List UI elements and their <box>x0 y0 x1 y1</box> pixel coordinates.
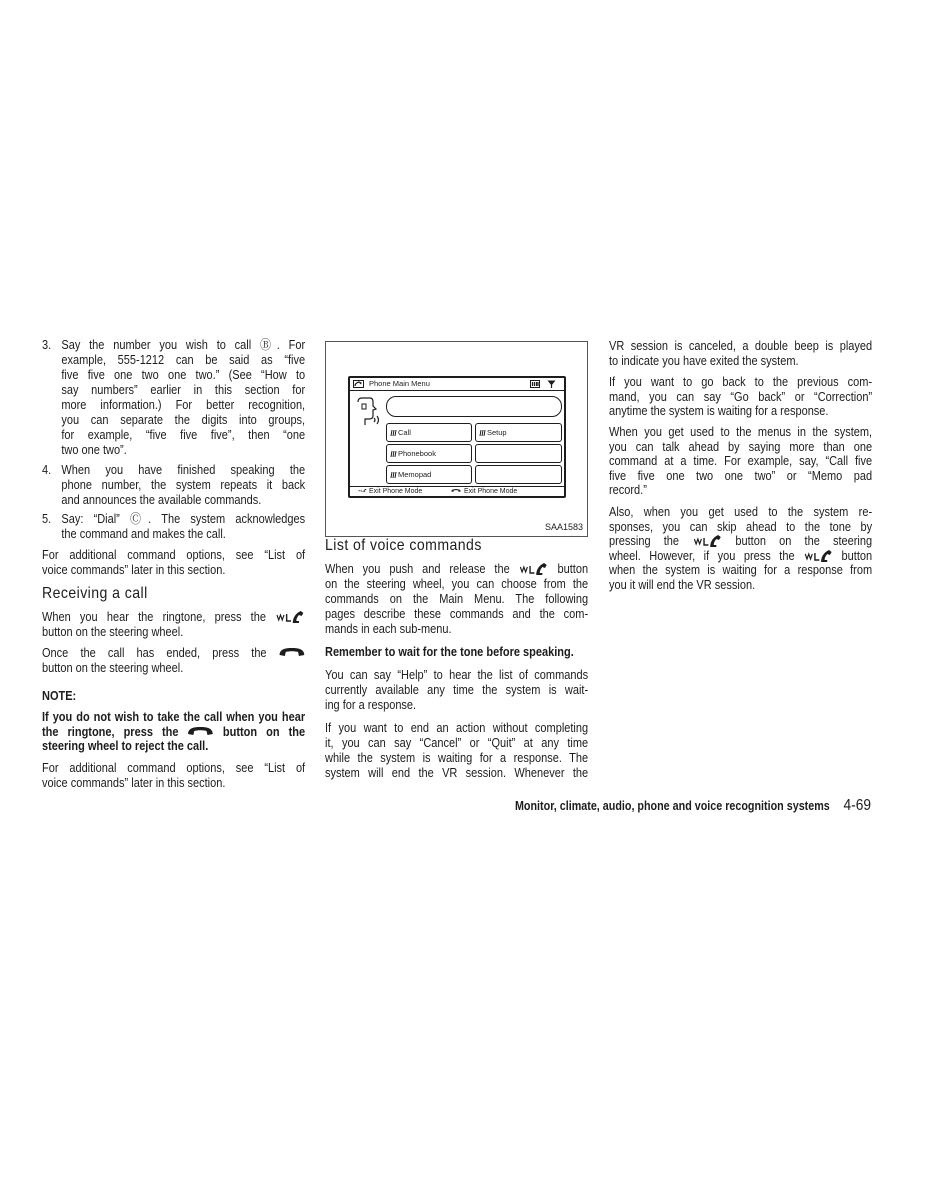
remember-tone-note: Remember to wait for the tone before speaking. <box>325 645 574 659</box>
text-line: button on the steering wheel. <box>42 661 184 675</box>
text-line: For additional command options, see “List of <box>42 761 306 775</box>
text-line: it, you can say “Cancel” or “Quit” at any time <box>325 736 589 750</box>
push-release-paragraph <box>325 562 588 637</box>
text-line: button on the steering wheel. <box>42 625 184 639</box>
step-number: 4. <box>42 463 52 477</box>
hint-label: Exit Phone Mode <box>369 488 423 495</box>
step-number: 3. <box>42 338 52 352</box>
text-line: Say: “Dial” Ⓒ. The system acknowledges <box>61 512 306 526</box>
step-5 <box>42 512 305 542</box>
text-line: five five one two one two” or “Memo pad <box>609 468 873 483</box>
text-line: ing for a response. <box>325 698 417 712</box>
section-heading-list-of-voice-commands: List of voice commands <box>325 537 482 554</box>
text-line <box>42 725 305 740</box>
text-line: phone number, the system repeats it back <box>61 478 306 492</box>
text-line: when the system is waiting for a response from <box>609 563 873 578</box>
text-line: example, 555-1212 can be said as “five <box>61 353 306 367</box>
text-line: mands in each sub-menu. <box>325 622 452 636</box>
text-segment: wheel. However, if you press the <box>609 548 795 563</box>
button-label: Call <box>398 428 411 437</box>
text-line: record.” <box>609 483 647 498</box>
text-line: When you have finished speaking the <box>61 463 306 477</box>
text-line: to indicate you have exited the system. <box>609 353 799 368</box>
text-line: you can separate the digits into groups, <box>61 413 306 427</box>
text-line: VR session is canceled, a double beep is played <box>609 339 873 353</box>
text-line: you it will end the VR session. <box>609 577 756 592</box>
column-left <box>42 0 305 1200</box>
phone-hang-up-icon <box>279 647 305 657</box>
text-line: you can talk ahead by saying more than one <box>609 439 873 454</box>
text-line: Also, when you get used to the system re- <box>609 505 873 519</box>
vr-canceled-paragraph <box>609 339 872 368</box>
text-line: and announces the available commands. <box>61 493 262 507</box>
text-line: If you do not wish to take the call when you hear <box>42 710 306 724</box>
column-right <box>609 0 872 1200</box>
figure-code: SAA1583 <box>545 522 584 532</box>
text-line: If you want to end an action without completing <box>325 721 589 735</box>
skip-ahead-paragraph <box>609 505 872 593</box>
hint-label: Exit Phone Mode <box>464 488 518 495</box>
text-line: pages describe these commands and the com- <box>325 607 589 621</box>
text-line: while the system is waiting for a response. The <box>325 751 589 765</box>
note-paragraph <box>42 710 305 754</box>
column-middle <box>325 0 588 1200</box>
phone-hang-up-icon <box>187 726 213 736</box>
text-line: voice commands” later in this section. <box>42 776 226 790</box>
go-back-paragraph <box>609 375 872 419</box>
additional-options-paragraph <box>42 548 305 578</box>
talk-button-icon <box>692 534 722 548</box>
text-segment: When you push and release the <box>325 562 510 576</box>
text-segment: Once the call has ended, press the <box>42 646 267 660</box>
text-line: the command and makes the call. <box>61 527 226 541</box>
button-label: Memopad <box>398 470 432 479</box>
text-line <box>42 610 305 625</box>
text-line: steering wheel to reject the call. <box>42 739 209 754</box>
text-line: Say the number you wish to call Ⓑ. For <box>61 338 306 352</box>
text-line: voice commands” later in this section. <box>42 563 226 577</box>
text-line: For additional command options, see “List of <box>42 548 306 562</box>
text-segment: button <box>841 548 873 563</box>
talk-button-icon <box>803 549 833 563</box>
text-line: mand, you can say “Go back” or “Correction” <box>609 389 873 404</box>
text-segment: the ringtone, press the <box>42 724 179 739</box>
text-line: five five one two one two.” (See “How to <box>61 368 306 382</box>
talk-button-icon <box>275 610 305 624</box>
text-line: say numbers” earlier in this section for <box>61 383 306 397</box>
step-4 <box>42 463 305 508</box>
step-3 <box>42 338 305 458</box>
text-line <box>609 549 872 564</box>
button-label: Phonebook <box>398 449 436 458</box>
text-segment: button on the steering <box>735 534 873 549</box>
screen-title: Phone Main Menu <box>369 379 430 388</box>
text-line: on the steering wheel, you can choose from the <box>325 577 589 591</box>
talk-ahead-paragraph <box>609 425 872 498</box>
text-line: commands on the Main Menu. The following <box>325 592 589 606</box>
talk-button-icon <box>519 562 549 576</box>
text-line: When you get used to the menus in the system, <box>609 425 873 439</box>
text-line <box>42 646 305 661</box>
text-line: system will end the VR session. Whenever the <box>325 766 589 780</box>
end-action-paragraph <box>325 721 588 781</box>
text-segment: button on the <box>222 724 306 739</box>
text-line: sponses, you can skip ahead to the tone by <box>609 519 873 534</box>
text-line: for example, “five five five”, then “one <box>61 428 306 442</box>
text-line: command at a time. For example, say, “Call five <box>609 454 873 469</box>
text-line: If you want to go back to the previous com- <box>609 375 873 389</box>
page-footer <box>515 798 871 814</box>
ringtone-paragraph <box>42 610 305 640</box>
call-ended-paragraph <box>42 646 305 676</box>
button-label: Setup <box>487 428 507 437</box>
additional-options-paragraph <box>42 761 305 791</box>
text-segment: When you hear the ringtone, press the <box>42 610 266 624</box>
text-line: more information.) For better recognition, <box>61 398 306 412</box>
text-line: anytime the system is waiting for a response. <box>609 404 829 419</box>
text-line: You can say “Help” to hear the list of commands <box>325 668 589 682</box>
text-line: two one two”. <box>61 443 127 457</box>
step-number: 5. <box>42 512 52 526</box>
text-line: currently available any time the system is wait- <box>325 683 589 697</box>
chapter-title: Monitor, climate, audio, phone and voice recognition systems <box>514 799 830 813</box>
text-segment: pressing the <box>609 534 680 549</box>
page-number: 4-69 <box>843 797 871 814</box>
text-line <box>609 534 872 549</box>
text-segment: button <box>557 562 589 576</box>
section-heading-receiving-a-call: Receiving a call <box>42 585 148 602</box>
text-line <box>325 562 588 577</box>
help-paragraph <box>325 668 588 713</box>
note-label: NOTE: <box>42 689 77 703</box>
